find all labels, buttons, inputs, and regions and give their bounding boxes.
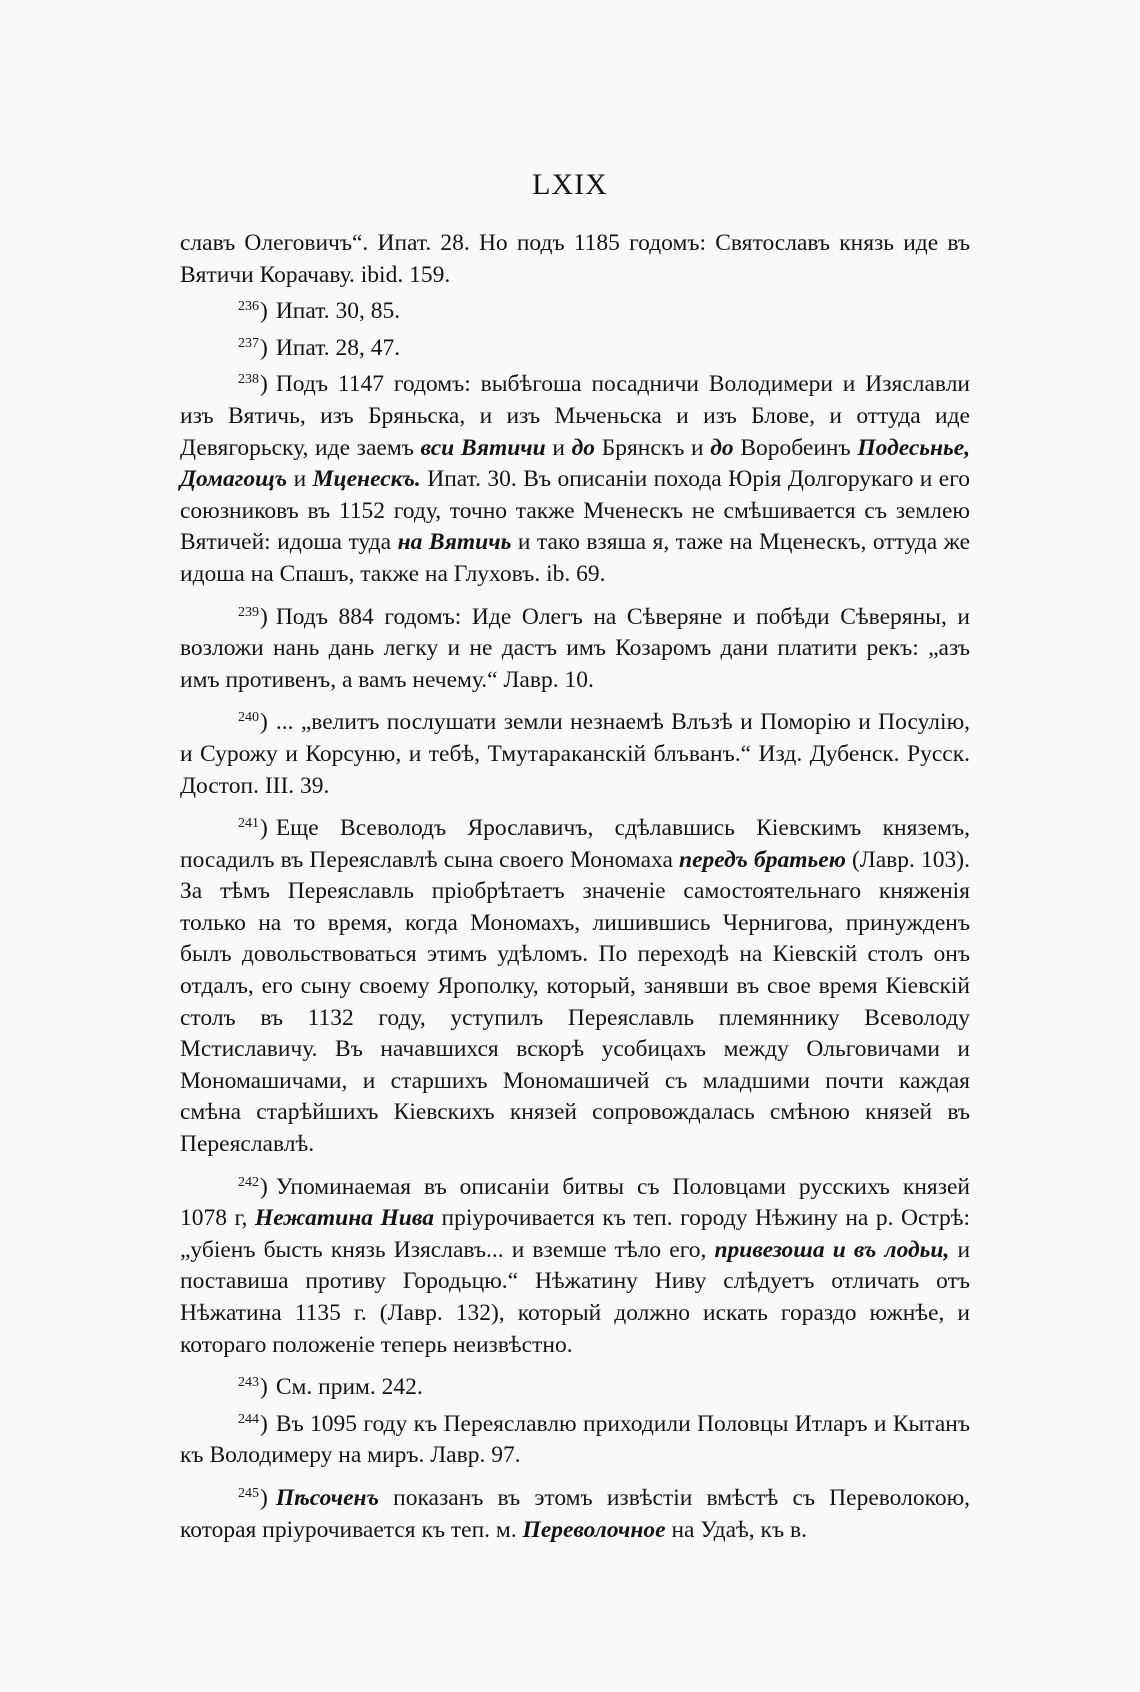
footnote-text: Ипат. 28, 47.	[275, 334, 401, 361]
footnote-244: $^{244}$) Въ 1095 году къ Переяславлю приходили Половцы Итларъ и Кытанъ къ Володимеру на миръ. Лавр. 97.	[180, 1410, 970, 1469]
italic-text: до	[710, 434, 734, 461]
footnote-number: 238	[238, 372, 259, 388]
footnote-text: Въ 1095 году къ Переяславлю приходили Половцы Итларъ и Кытанъ къ Володимеру на миръ. Лавр. 97.	[180, 1410, 970, 1469]
footnote-text: Ипат. 30, 85.	[275, 298, 401, 325]
footnote-text: на Удаѣ, къ в.	[671, 1516, 807, 1543]
footnote-number: 243	[238, 1375, 259, 1391]
footnote-text: См. прим. 242.	[275, 1374, 423, 1401]
footnote-number: 241	[238, 816, 259, 832]
footnote-text: и тако взяша я, таже на Мценескъ, оттуда же идоша на Спашъ, также на Глуховъ. ib. 69.	[180, 529, 971, 587]
footnote-239: $^{239}$) Подъ 884 годомъ: Иде Олегъ на Сѣверяне и побѣди Сѣверяны, и возложи нань дань легку и не дастъ имъ Козаромъ дани платити рекъ: „азъ имъ противенъ, а вамъ нечему.“ Лавр. 10.	[180, 603, 970, 693]
footnote-text: и поставиша противу Городьцю.“ Нѣжатину Ниву слѣдуетъ отличать отъ Нѣжатина 1135 г. (Лавр. 132), который должно искать гораздо южнѣе, и котораго положеніе теперь неизвѣстно.	[180, 1236, 971, 1358]
footnote-text: Подъ 1147 годомъ: выбѣгоша посадничи Володимери и Изяславли изъ Вятичь, изъ Бряньска, и изъ Мьченьска и изъ Блове, и оттуда иде Девягорьску, иде заемъ	[180, 371, 970, 461]
footnote-number: 239	[238, 604, 259, 620]
italic-text: привезоша и въ лодьи,	[714, 1236, 950, 1263]
page-number: LXIX	[532, 168, 608, 201]
continuation-paragraph	[180, 228, 970, 291]
footnote-237: $^{237}$) Ипат. 28, 47.	[238, 334, 401, 361]
footnote-text: пріурочивается къ теп. городу Нѣжину на р. Острѣ: „убіенъ бысть князь Изяславъ... и вземше тѣло его,	[180, 1205, 971, 1263]
footnote-text: Ипат. 30. Въ описаніи похода Юрія Долгорукаго и его союзниковъ въ 1152 году, точно также Мченескъ не смѣшивается съ землею Вятичей: идоша туда	[180, 466, 971, 556]
footnote-text: Воробеинъ	[740, 434, 851, 461]
footnote-text: ... „велитъ послушати земли незнаемѣ Влъзѣ и Поморію и Посулію, и Сурожу и Корсуню, и тебѣ, Тмутараканскій блъванъ.“ Изд. Дубенск. Русск. Достоп. III. 39.	[180, 709, 970, 799]
footnotes-block	[180, 228, 970, 1546]
footnote-number: 245	[238, 1485, 259, 1501]
footnote-text: и	[293, 466, 307, 493]
footnote-number: 240	[238, 710, 259, 726]
footnote-number: 244	[238, 1411, 259, 1427]
footnote-text: показанъ въ этомъ извѣстіи вмѣстѣ съ Переволокою, которая пріурочивается къ теп. м.	[180, 1484, 971, 1543]
italic-text: передъ братьею	[679, 846, 846, 873]
italic-text: до	[571, 434, 596, 461]
footnote-text: (Лавр. 103). За тѣмъ Переяславль пріобрѣтаетъ значеніе самостоятельнаго княженія только на то время, когда Мономахъ, лишившись Чернигова, принужденъ былъ довольствоваться этимъ удѣломъ. По переходѣ на Кіевскій столъ онъ отдалъ, его сыну своему Ярополку, который, занявши въ свое время Кіевскій столъ въ 1132 году, уступилъ Переяславль племяннику Всеволоду Мстиславичу. Въ начавшихся вскорѣ усобицахъ между Ольговичами и Мономашичами, и старшихъ Мономашичей съ младшими почти каждая смѣна старѣйшихъ Кіевскихъ князей сопровождалась смѣною князей въ Переяславлѣ.	[180, 846, 970, 1158]
footnote-number: 237	[238, 335, 259, 351]
footnote-number: 236	[238, 299, 259, 315]
footnote-text: Упоминаемая въ описаніи битвы съ Половцами русскихъ князей 1078 г,	[180, 1173, 970, 1232]
italic-text: Нежатина Нива	[254, 1205, 434, 1232]
footnote-243: $^{243}$) См. прим. 242.	[238, 1374, 423, 1401]
italic-text: Пѣсоченъ	[275, 1484, 379, 1511]
footnote-text: и	[552, 434, 565, 461]
italic-text: Подесьнье, Домагощъ	[180, 434, 971, 493]
footnote-242: $^{242}$) Упоминаемая въ описаніи битвы съ Половцами русскихъ князей 1078 г, Нежатина Нива пріурочивается къ теп. городу Нѣжину на р. Острѣ: „убіенъ бысть князь Изяславъ... и вземше тѣло его, привезоша и въ лодьи, и поставиша противу Городьцю.“ Нѣжатину Ниву слѣдуетъ отличать отъ Нѣжатина 1135 г. (Лавр. 132), который должно искать гораздо южнѣе, и котораго положеніе теперь неизвѣстно.	[180, 1173, 971, 1358]
footnote-240: $^{240}$) ... „велитъ послушати земли незнаемѣ Влъзѣ и Поморію и Посулію, и Сурожу и Корсуню, и тебѣ, Тмутараканскій блъванъ.“ Изд. Дубенск. Русск. Достоп. III. 39.	[180, 709, 970, 799]
italic-text: на Вятичь	[397, 529, 512, 556]
footnote-236: $^{236}$) Ипат. 30, 85.	[238, 298, 401, 325]
footnote-text: Еще Всеволодъ Ярославичъ, сдѣлавшись Кіевскимъ княземъ, посадилъ въ Переяславлѣ сына своего Мономаха	[180, 815, 970, 873]
continuation-text: славъ Олеговичъ“. Ипат. 28. Но подъ 1185 годомъ: Святославъ князь иде въ Вятичи Корачаву. ibid. 159.	[180, 230, 970, 288]
italic-text: Мценескъ.	[312, 466, 421, 493]
footnote-text: Подъ 884 годомъ: Иде Олегъ на Сѣверяне и побѣди Сѣверяны, и возложи нань дань легку и не дастъ имъ Козаромъ дани платити рекъ: „азъ имъ противенъ, а вамъ нечему.“ Лавр. 10.	[180, 603, 970, 693]
footnote-241: $^{241}$) Еще Всеволодъ Ярославичъ, сдѣлавшись Кіевскимъ княземъ, посадилъ въ Переяславлѣ сына своего Мономаха передъ братьею (Лавр. 103). За тѣмъ Переяславль пріобрѣтаетъ значеніе самостоятельнаго княженія только на то время, когда Мономахъ, лишившись Чернигова, принужденъ былъ довольствоваться этимъ удѣломъ. По переходѣ на Кіевскій столъ онъ отдалъ, его сыну своему Ярополку, который, занявши въ свое время Кіевскій столъ въ 1132 году, уступилъ Переяславль племяннику Всеволоду Мстиславичу. Въ начавшихся вскорѣ усобицахъ между Ольговичами и Мономашичами, и старшихъ Мономашичей съ младшими почти каждая смѣна старѣйшихъ Кіевскихъ князей сопровождалась смѣною князей въ Переяславлѣ.	[180, 815, 970, 1158]
italic-text: Переволочное	[522, 1516, 666, 1543]
footnote-245: $^{245}$) Пѣсоченъ показанъ въ этомъ извѣстіи вмѣстѣ съ Переволокою, которая пріурочивается къ теп. м. Переволочное на Удаѣ, къ в.	[180, 1484, 971, 1543]
footnote-text: Брянскъ и	[601, 434, 704, 461]
footnote-238: $^{238}$) Подъ 1147 годомъ: выбѣгоша посадничи Володимери и Изяславли изъ Вятичь, изъ Бряньска, и изъ Мьченьска и изъ Блове, и оттуда иде Девягорьску, иде заемъ вси Вятичи и до Брянскъ и до Воробеинъ Подесьнье, Домагощъ и Мценескъ. Ипат. 30. Въ описаніи похода Юрія Долгорукаго и его союзниковъ въ 1152 году, точно также Мченескъ не смѣшивается съ землею Вятичей: идоша туда на Вятичь и тако взяша я, таже на Мценескъ, оттуда же идоша на Спашъ, также на Глуховъ. ib. 69.	[180, 371, 971, 587]
footnote-number: 242	[238, 1174, 259, 1190]
italic-text: вси Вятичи	[420, 434, 546, 461]
